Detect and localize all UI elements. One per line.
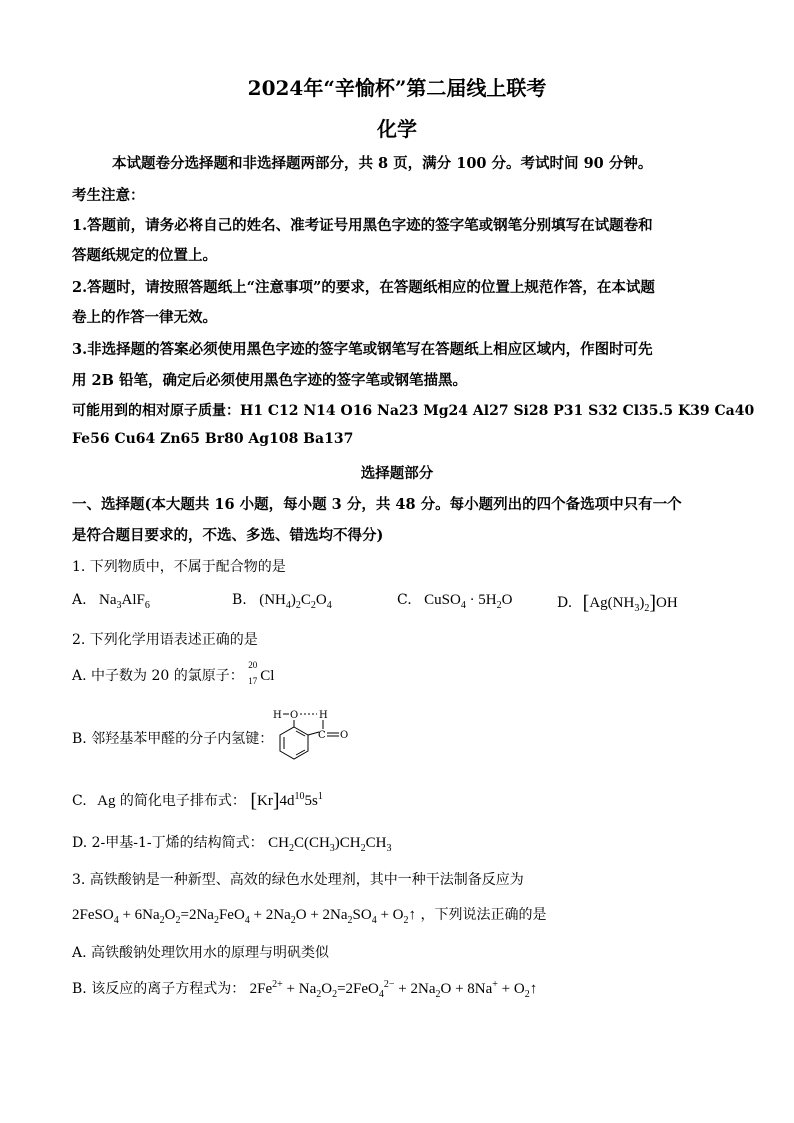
notice-item-2b: 卷上的作答一律无效。 xyxy=(72,309,217,326)
svg-text:O: O xyxy=(290,710,299,721)
svg-text:H: H xyxy=(273,710,282,721)
q1-option-d: D. $[Ag(NH_3)_2]OH$ xyxy=(557,592,678,614)
notice-item-1a: 1.答题前，请务必将自己的姓名、准考证号用黑色字迹的签字笔或钢笔分别填写在试题卷和 xyxy=(72,217,653,234)
exam-title: 2024年“辛愉杯”第二届线上联考 xyxy=(247,76,547,100)
svg-text:O: O xyxy=(340,730,349,741)
q1-option-b-label: B. xyxy=(232,592,247,608)
q2-option-d: D. 2-甲基-1-丁烯的结构简式： $CH_2C(CH_3)CH_2CH_3$ xyxy=(72,835,392,854)
q2-option-a-text: A. 中子数为 20 的氯原子： xyxy=(72,668,244,684)
svg-text:H: H xyxy=(319,710,328,721)
q2-option-c-text: 的简化电子排布式： xyxy=(119,793,246,809)
intro-text: 本试题卷分选择题和非选择题两部分，共 8 页，满分 100 分。考试时间 90 分钟。 xyxy=(112,155,653,172)
notice-heading: 考生注意： xyxy=(72,187,145,204)
q1-option-d-label: D. xyxy=(557,595,573,611)
section-title: 选择题部分 xyxy=(360,465,434,482)
svg-text:C: C xyxy=(318,730,326,741)
notice-item-1b: 答题纸规定的位置上。 xyxy=(72,247,217,264)
q1-stem: 1. 下列物质中，不属于配合物的是 xyxy=(72,559,286,575)
intramolecular-hydrogen-bond-structure xyxy=(255,705,365,775)
q3-stem-tail: ，下列说法正确的是 xyxy=(420,907,547,923)
q1-option-a-label: A. xyxy=(72,592,87,608)
atomic-mass-line-1: 可能用到的相对原子质量：H1 C12 N14 O16 Na23 Mg24 Al27 Si28 P31 S32 Cl35.5 K39 Ca40 xyxy=(72,403,755,419)
q3-equation-line: 2FeSO$_4$ + $6Na_2O_2=2Na_2FeO_4 + 2Na_2O + 2Na_2SO_4$ + $O_2↑$ ，下列说法正确的是 xyxy=(72,907,547,926)
q2-option-c: C. Ag 的简化电子排布式： $[Kr]4d^{10}5s^1$ xyxy=(72,790,323,812)
q1-option-a: A. $Na_3AlF_6$ xyxy=(72,592,150,611)
q3-stem: 3. 高铁酸钠是一种新型、高效的绿色水处理剂，其中一种干法制备反应为 xyxy=(72,872,524,888)
section-desc-b: 是符合题目要求的，不选、多选、错选均不得分) xyxy=(72,527,384,544)
q2-option-a: A. 中子数为 20 的氯原子： 20 17 Cl xyxy=(72,660,275,686)
q2-option-b xyxy=(72,728,273,748)
notice-item-3a: 3.非选择题的答案必须使用黑色字迹的签字笔或钢笔写在答题纸上相应区域内，作图时可先 xyxy=(72,341,653,358)
q3-option-a-text: A. 高铁酸钠处理饮用水的原理与明矾类似 xyxy=(72,945,330,961)
q1-option-c: C. CuSO$_4$ · $5H_2O$ xyxy=(397,592,513,611)
q2-stem: 2. 下列化学用语表述正确的是 xyxy=(72,632,258,648)
q3-option-b-text: B. 该反应的离子方程式为： xyxy=(72,981,246,997)
notice-item-2a: 2.答题时，请按照答题纸上“注意事项”的要求，在答题纸相应的位置上规范作答，在本试题 xyxy=(72,279,655,296)
q3-option-b: B. 该反应的离子方程式为： $2Fe^{2+} + Na_2O_2=2FeO_4^{2-} + 2Na_2O + 8Na^+$ + $O_2↑$ xyxy=(72,979,538,1000)
q2-option-b-text: B. 邻羟基苯甲醛的分子内氢键： xyxy=(72,731,274,747)
q3-option-a xyxy=(72,942,329,962)
q1-option-b: B. $(NH_4)_2C_2O_4$ xyxy=(232,592,332,611)
q2-option-d-text: D. 2-甲基-1-丁烯的结构简式： xyxy=(72,835,264,851)
atomic-mass-line-2: Fe56 Cu64 Zn65 Br80 Ag108 Ba137 xyxy=(72,431,354,447)
q2-option-c-label: C. xyxy=(72,793,87,809)
q1-option-c-label: C. xyxy=(397,592,412,608)
subject-title: 化学 xyxy=(377,117,417,141)
section-desc-a: 一、选择题(本大题共 16 小题，每小题 3 分，共 48 分。每小题列出的四个备选项中只有一个 xyxy=(72,496,682,513)
notice-item-3b: 用 2B 铅笔，确定后必须使用黑色字迹的签字笔或钢笔描黑。 xyxy=(72,372,467,389)
